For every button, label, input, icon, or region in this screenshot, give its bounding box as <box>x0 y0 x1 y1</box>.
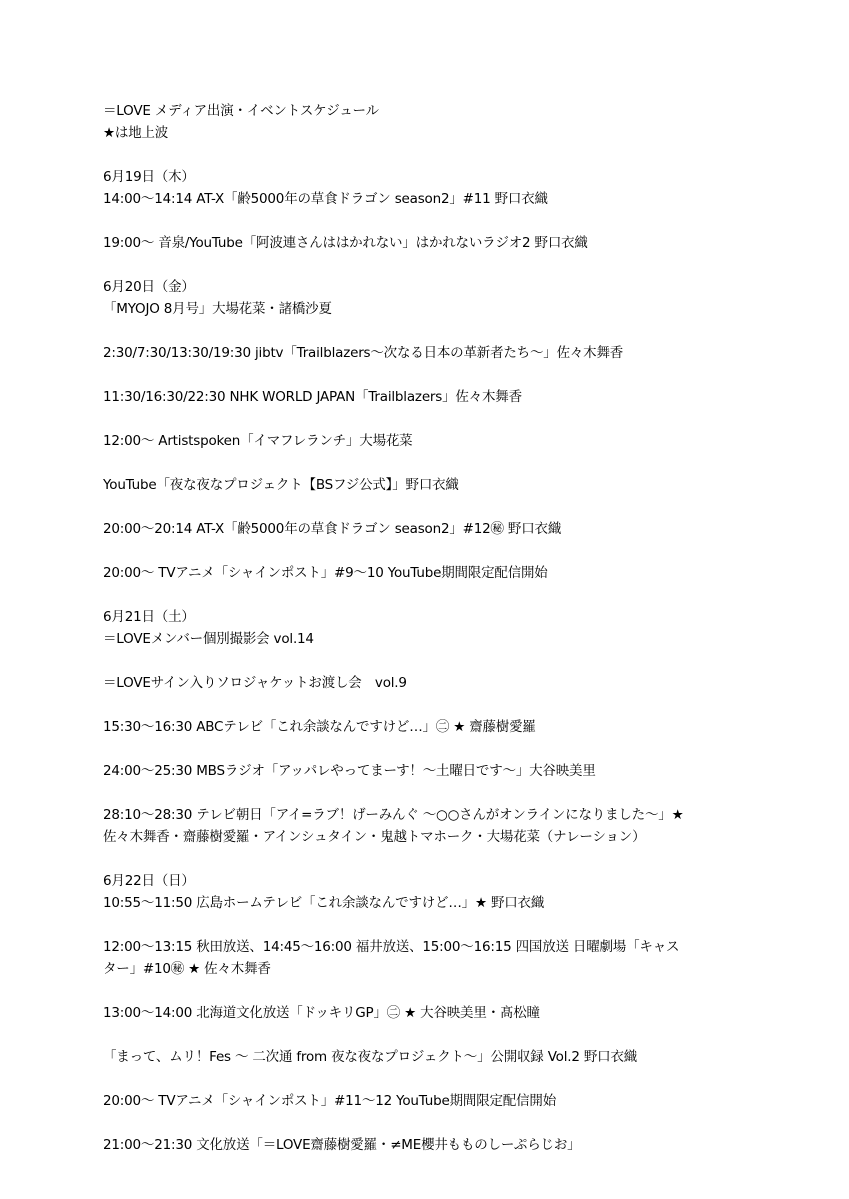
entry-line: 「まって、ムリ！Fes ～ 二次通 from 夜な夜なプロジェクト～」公開収録 Vol.2 野口衣織 <box>103 1049 638 1065</box>
entry-line: 24:00～25:30 MBSラジオ「アッパレやってまーす！～土曜日です～」大谷映美里 <box>103 763 596 779</box>
spacer <box>103 650 753 672</box>
spacer <box>103 364 753 386</box>
schedule-entry <box>103 188 753 210</box>
spacer <box>103 452 753 474</box>
entry-line: 12:00～13:15 秋田放送、14:45～16:00 福井放送、15:00～16:15 四国放送 日曜劇場「キャス <box>103 939 680 955</box>
entry-line: 13:00～14:00 北海道文化放送「ドッキリGP」㊁ ★ 大谷映美里・髙松瞳 <box>103 1005 540 1021</box>
entry-line: ＝LOVEメンバー個別撮影会 vol.14 <box>103 631 314 647</box>
entry-line: 10:55～11:50 広島ホームテレビ「これ余談なんですけど…」★ 野口衣織 <box>103 895 545 911</box>
day-heading: 6月22日（日） <box>103 873 195 889</box>
entry-line: 19:00～ 音泉/YouTube「阿波連さんははかれない」はかれないラジオ2 野口衣織 <box>103 235 588 251</box>
spacer <box>103 496 753 518</box>
schedule-entry <box>103 672 753 694</box>
entry-line: 2:30/7:30/13:30/19:30 jibtv「Trailblazers～次なる日本の革新者たち～」佐々木舞香 <box>103 345 624 361</box>
schedule-entry <box>103 430 753 452</box>
spacer <box>103 738 753 760</box>
entry-line: 12:00～ Artistspoken「イマフレランチ」大場花菜 <box>103 433 413 449</box>
entry-line: ター」#10㊙ ★ 佐々木舞香 <box>103 961 271 977</box>
spacer <box>103 980 753 1002</box>
day-heading: 6月21日（土） <box>103 609 195 625</box>
spacer <box>103 848 753 870</box>
schedule-entry <box>103 1002 753 1024</box>
entry-line: 21:00～21:30 文化放送「＝LOVE齋藤樹愛羅・≠ME櫻井もものしーぷらじお」 <box>103 1137 581 1153</box>
day-heading: 6月19日（木） <box>103 169 195 185</box>
entry-line: 20:00～ TVアニメ「シャインポスト」#11～12 YouTube期間限定配信開始 <box>103 1093 556 1109</box>
spacer <box>103 408 753 430</box>
entry-line: 20:00～ TVアニメ「シャインポスト」#9～10 YouTube期間限定配信開始 <box>103 565 548 581</box>
schedule-entry <box>103 386 753 408</box>
entry-line: 11:30/16:30/22:30 NHK WORLD JAPAN「Trailblazers」佐々木舞香 <box>103 389 522 405</box>
entry-line: 20:00～20:14 AT-X「齢5000年の草食ドラゴン season2」#12㊙ 野口衣織 <box>103 521 562 537</box>
schedule-days <box>103 166 753 1156</box>
schedule-entry <box>103 1134 753 1156</box>
entry-line: YouTube「夜な夜なプロジェクト【BSフジ公式】」野口衣織 <box>103 477 459 493</box>
spacer <box>103 584 753 606</box>
day-section <box>103 606 753 870</box>
day-section <box>103 870 753 1156</box>
schedule-document <box>103 100 753 1156</box>
schedule-entry <box>103 518 753 540</box>
entry-line: 28:10～28:30 テレビ朝日「アイ=ラブ！げーみんぐ ～○○さんがオンラインになりました～」★ <box>103 807 684 823</box>
entry-line: 14:00～14:14 AT-X「齢5000年の草食ドラゴン season2」#11 野口衣織 <box>103 191 548 207</box>
day-section <box>103 166 753 276</box>
spacer <box>103 1112 753 1134</box>
terrestrial-note: ★は地上波 <box>103 125 169 141</box>
schedule-entry <box>103 298 753 320</box>
document-title: ＝LOVE メディア出演・イベントスケジュール <box>103 103 379 119</box>
spacer <box>103 320 753 342</box>
spacer <box>103 782 753 804</box>
schedule-entry <box>103 474 753 496</box>
schedule-entry <box>103 804 753 848</box>
schedule-entry <box>103 628 753 650</box>
spacer <box>103 914 753 936</box>
spacer <box>103 254 753 276</box>
schedule-entry <box>103 936 753 980</box>
spacer <box>103 694 753 716</box>
entry-line: 「MYOJO 8月号」大場花菜・諸橋沙夏 <box>103 301 332 317</box>
spacer <box>103 1024 753 1046</box>
schedule-entry <box>103 1090 753 1112</box>
schedule-entry <box>103 1046 753 1068</box>
spacer <box>103 1068 753 1090</box>
entry-line: 15:30～16:30 ABCテレビ「これ余談なんですけど…」㊁ ★ 齋藤樹愛羅 <box>103 719 536 735</box>
schedule-entry <box>103 892 753 914</box>
day-heading: 6月20日（金） <box>103 279 195 295</box>
schedule-entry <box>103 232 753 254</box>
spacer <box>103 144 753 166</box>
schedule-entry <box>103 760 753 782</box>
schedule-entry <box>103 342 753 364</box>
spacer <box>103 210 753 232</box>
entry-line: ＝LOVEサイン入りソロジャケットお渡し会 vol.9 <box>103 675 407 691</box>
schedule-entry <box>103 562 753 584</box>
entry-line: 佐々木舞香・齋藤樹愛羅・アインシュタイン・鬼越トマホーク・大場花菜（ナレーション） <box>103 829 646 845</box>
day-section <box>103 276 753 606</box>
spacer <box>103 540 753 562</box>
schedule-entry <box>103 716 753 738</box>
